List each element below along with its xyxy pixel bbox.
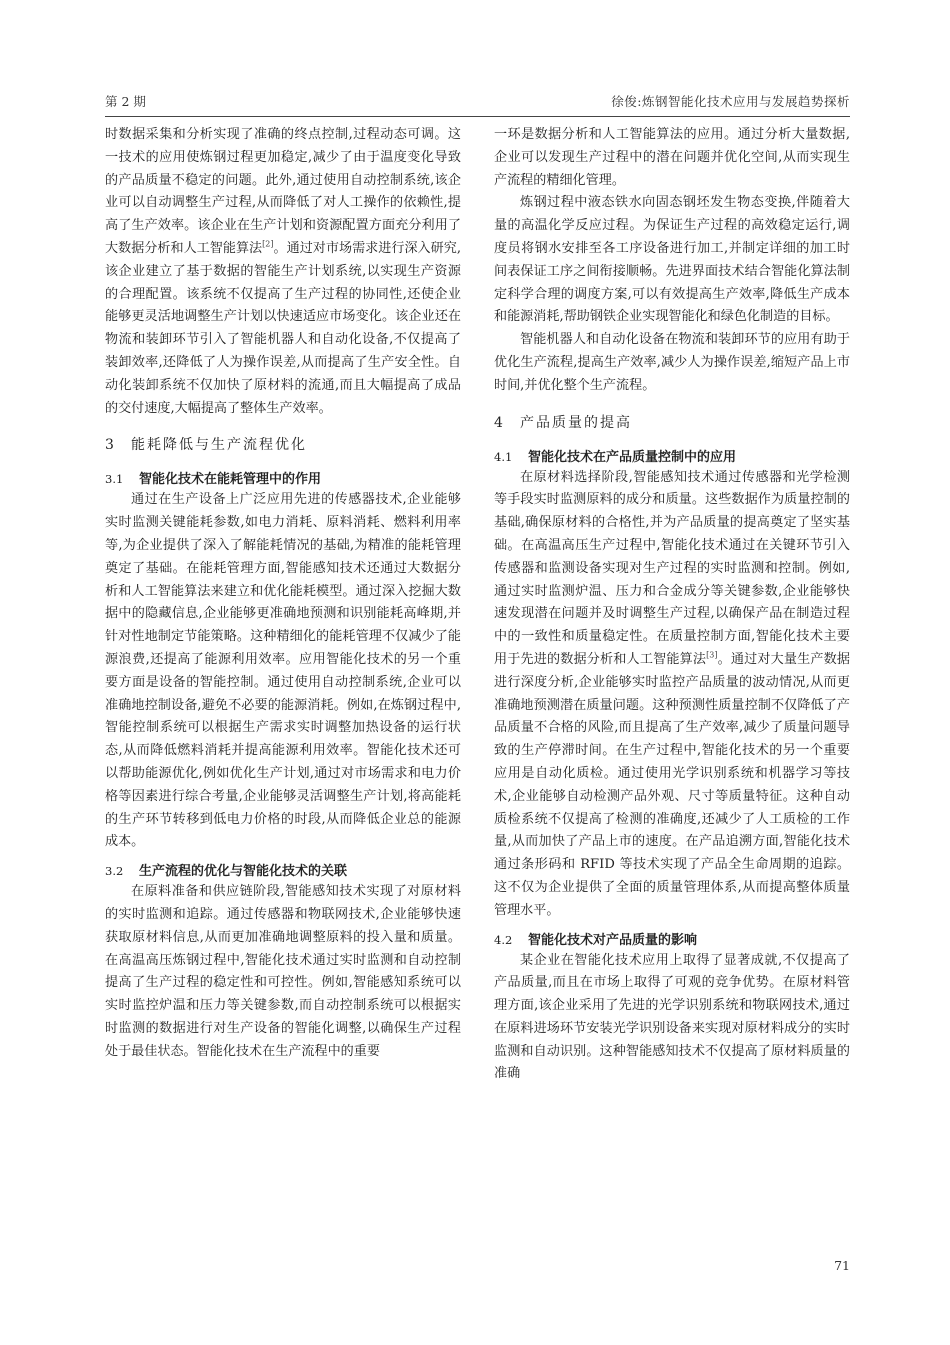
left-column [105,124,461,1063]
subsection-title: 智能化技术对产品质量的影响 [528,932,698,948]
citation-ref[interactable]: [3] [706,650,718,660]
paragraph-text: 。通过对市场需求进行深入研究,该企业建立了基于数据的智能生产计划系统,以实现生产资源的合理配置。该系统不仅提高了生产过程的协同性,还使企业能够更灵活地调整生产计划以快速适应市场变化。该企业还在物流和装卸环节引入了智能机器人和自动化设备,不仅提高了装卸效率,还降低了人为操作误差,从而提高了生产安全性。自动化装卸系统不仅加快了原材料的流通,而且大幅提高了成品的交付速度,大幅提高了整体生产效率。 [105,240,462,416]
subsection-title: 智能化技术在产品质量控制中的应用 [528,449,737,465]
section-heading [105,434,461,454]
running-title: 徐俊:炼钢智能化技术应用与发展趋势探析 [611,94,850,109]
paragraph-text: 时数据采集和分析实现了准确的终点控制,过程动态可调。这一技术的应用使炼钢过程更加稳定,减少了由于温度变化导致的产品质量不稳定的问题。此外,通过使用自动控制系统,该企业可以自动调整生产过程,从而降低了对人工操作的依赖性,提高了生产效率。该企业在生产计划和资源配置方面充分利用了大数据分析和人工智能算法 [105,127,461,256]
section-title: 产品质量的提高 [520,414,632,431]
paragraph: 通过在生产设备上广泛应用先进的传感器技术,企业能够实时监测关键能耗参数,如电力消耗、原料消耗、燃料利用率等,为企业提供了深入了解能耗情况的基础,为精准的能耗管理奠定了基础。在能耗管理方面,智能感知技术还通过大数据分析和人工智能算法来建立和优化能耗模型。通过深入挖掘大数据中的隐藏信息,企业能够更准确地预测和识别能耗高峰期,并针对性地制定节能策略。这种精细化的能耗管理不仅减少了能源浪费,还提高了能源利用效率。应用智能化技术的另一个重要方面是设备的智能控制。通过使用自动控制系统,企业可以准确地控制设备,避免不必要的能源消耗。例如,在炼钢过程中,智能控制系统可以根据生产需求实时调整加热设备的运行状态,从而降低燃料消耗并提高能源利用效率。智能化技术还可以帮助能源优化,例如优化生产计划,通过对市场需求和电力价格等因素进行综合考量,企业能够灵活调整生产计划,将高能耗的生产环节转移到低电力价格的时段,从而降低企业总的能源成本。 [105,492,461,850]
right-column [494,124,850,1086]
paragraph-text: 。通过对大量生产数据进行深度分析,企业能够实时监控产品质量的波动情况,从而更准确地预测潜在质量问题。这种预测性质量控制不仅降低了产品质量不合格的风险,而且提高了生产效率,减少了质量问题导致的生产停滞时间。在生产过程中,智能化技术的另一个重要应用是自动化质检。通过使用光学识别系统和机器学习等技术,企业能够自动检测产品外观、尺寸等质量特征。这种自动质检系统不仅提高了检测的准确度,还减少了人工质检的工作量,从而加快了产品上市的速度。在产品追溯方面,智能化技术通过条形码和 RFID 等技术实现了产品全生命周期的追踪。这不仅为企业提供了全面的质量管理体系,从而提高整体质量管理水平。 [494,651,851,918]
subsection-heading [494,929,850,948]
citation-ref[interactable]: [2] [262,239,274,249]
subsection-heading [494,446,850,465]
subsection-number: 4.1 [494,449,513,464]
section-number: 4 [494,414,503,431]
issue-number: 第 2 期 [105,94,146,109]
paragraph: 智能机器人和自动化设备在物流和装卸环节的应用有助于优化生产流程,提高生产效率,减少人为操作误差,缩短产品上市时间,并优化整个生产流程。 [494,332,850,393]
subsection-number: 3.1 [105,472,124,487]
paragraph: 在原料准备和供应链阶段,智能感知技术实现了对原材料的实时监测和追踪。通过传感器和物联网技术,企业能够快速获取原材料信息,从而更加准确地调整原料的投入量和质量。在高温高压炼钢过程中,智能化技术通过实时监测和自动控制提高了生产过程的稳定性和可控性。例如,智能感知系统可以实时监控炉温和压力等关键参数,而自动控制系统可以根据实时监测的数据进行对生产设备的智能化调整,以确保生产过程处于最佳状态。智能化技术在生产流程中的重要 [105,884,461,1059]
paragraph: 某企业在智能化技术应用上取得了显著成就,不仅提高了产品质量,而且在市场上取得了可观的竞争优势。在原材料管理方面,该企业采用了先进的光学识别系统和物联网技术,通过在原料进场环节安装光学识别设备来实现对原材料成分的实时监测和自动识别。这种智能感知技术不仅提高了原材料质量的准确 [494,952,850,1082]
section-number: 3 [105,437,114,454]
section-heading [494,412,850,432]
subsection-heading [105,860,461,879]
paragraph: 炼钢过程中液态铁水向固态钢坯发生物态变换,伴随着大量的高温化学反应过程。为保证生产过程的高效稳定运行,调度员将钢水安排至各工序设备进行加工,并制定详细的加工时间表保证工序之间衔接顺畅。先进界面技术结合智能化算法制定科学合理的调度方案,可以有效提高生产效率,降低生产成本和能源消耗,帮助钢铁企业实现智能化和绿色化制造的目标。 [494,195,850,325]
subsection-heading [105,468,461,487]
subsection-number: 3.2 [105,864,124,879]
paragraph [105,124,461,420]
page-number: 71 [834,1258,850,1273]
paragraph-text: 在原材料选择阶段,智能感知技术通过传感器和光学检测等手段实时监测原料的成分和质量。这些数据作为质量控制的基础,确保原材料的合格性,并为产品质量的提高奠定了坚实基础。在高温高压生产过程中,智能化技术通过在关键环节引入传感器和监测设备实现对生产过程的实时监测和控制。例如,通过实时监测炉温、压力和合金成分等关键参数,企业能够快速发现潜在问题并及时调整生产过程,以确保产品在制造过程中的一致性和质量稳定性。在质量控制方面,智能化技术主要用于先进的数据分析和人工智能算法 [494,469,850,667]
subsection-title: 生产流程的优化与智能化技术的关联 [139,864,348,880]
paragraph: 一环是数据分析和人工智能算法的应用。通过分析大量数据,企业可以发现生产过程中的潜在问题并优化空间,从而实现生产流程的精细化管理。 [494,127,850,188]
paragraph [494,467,850,923]
running-header [105,92,850,117]
subsection-number: 4.2 [494,932,513,947]
subsection-title: 智能化技术在能耗管理中的作用 [139,472,322,488]
section-title: 能耗降低与生产流程优化 [131,437,307,454]
